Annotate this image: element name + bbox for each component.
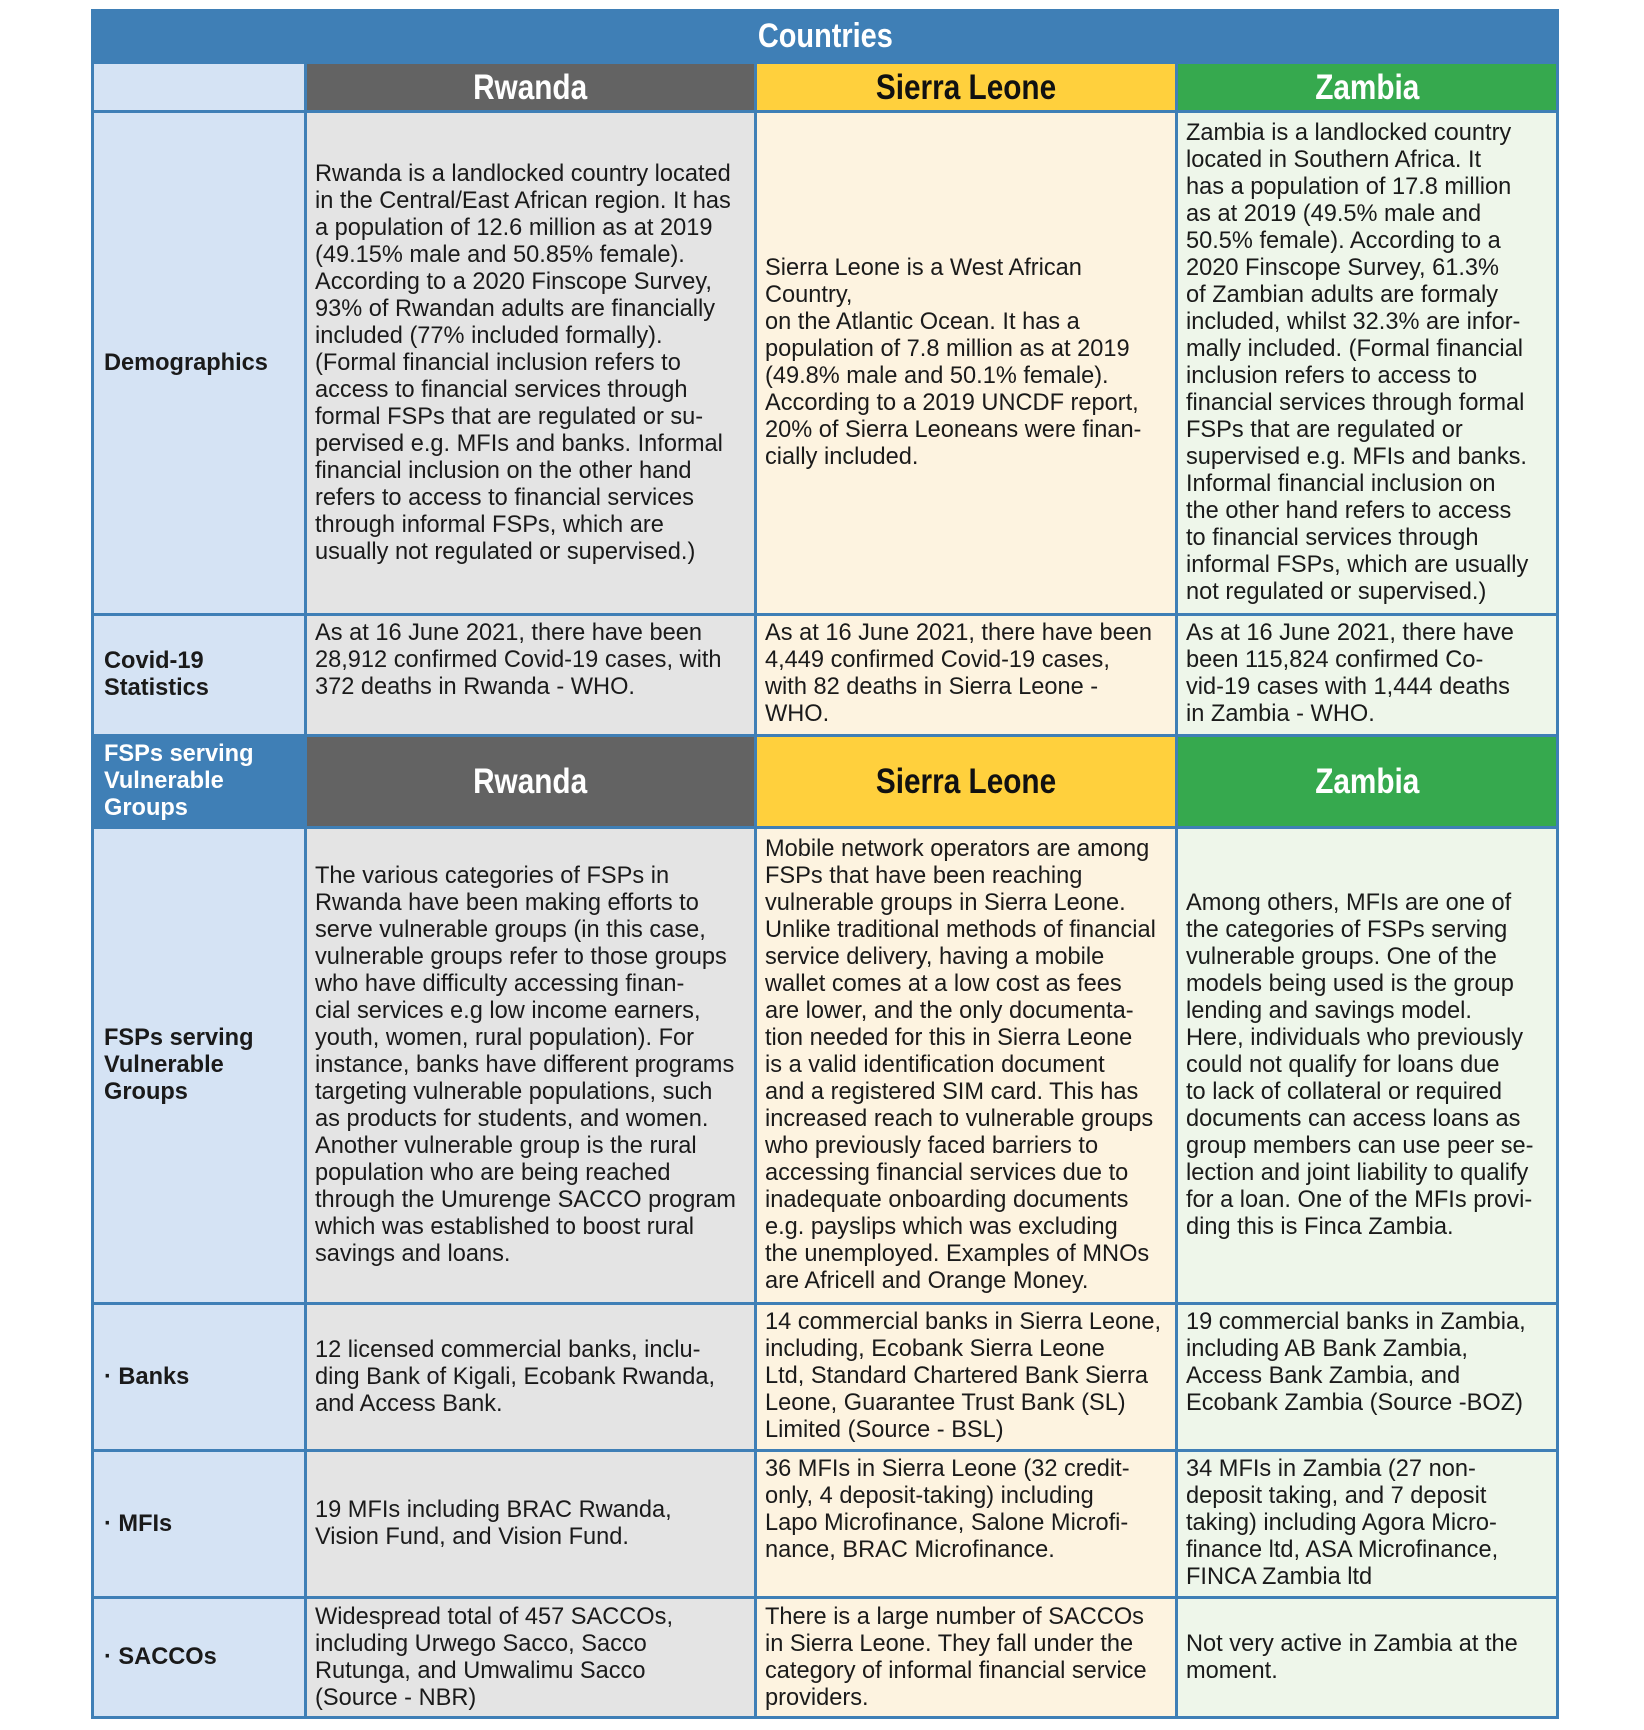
comparison-table-container (91, 9, 1556, 1719)
row-label-fsps: FSPs serving Vulnerable Groups (93, 828, 306, 1304)
mfis-zambia: 34 MFIs in Zambia (27 non- deposit taking, and 7 deposit taking) including Agora Micro- finance ltd, ASA Microfinance, FINCA Zambia ltd (1177, 1451, 1558, 1598)
table-row-covid (93, 615, 1558, 736)
mfis-rwanda: 19 MFIs including BRAC Rwanda, Vision Fund, and Vision Fund. (306, 1451, 756, 1598)
country-comparison-table (91, 9, 1559, 1719)
covid-sierra-leone: As at 16 June 2021, there have been 4,449 confirmed Covid-19 cases, with 82 deaths in Sierra Leone - WHO. (756, 615, 1177, 736)
table-row-demographics (93, 112, 1558, 615)
demographics-sierra-leone: Sierra Leone is a West African Country, on the Atlantic Ocean. It has a population of 7.8 million as at 2019 (49.8% male and 50.1% female). According to a 2019 UNCDF report, 20% of Sierra Leoneans were finan- cially included. (756, 112, 1177, 615)
table-row-saccos (93, 1598, 1558, 1718)
section-label-fsps: FSPs serving Vulnerable Groups (93, 736, 306, 828)
table-row-mfis (93, 1451, 1558, 1598)
row-label-saccos: · SACCOs (93, 1598, 306, 1718)
fsps-rwanda: The various categories of FSPs in Rwanda have been making efforts to serve vulnerable groups (in this case, vulnerable groups refer to those groups who have difficulty accessing finan- cial services e.g low income earners, youth, women, rural population). For instance, banks have different programs targeting vulnerable populations, such as products for students, and women. Another vulnerable group is the rural population who are being reached through the Umurenge SACCO program which was established to boost rural savings and loans. (306, 828, 756, 1304)
covid-rwanda: As at 16 June 2021, there have been 28,912 confirmed Covid-19 cases, with 372 deaths in Rwanda - WHO. (306, 615, 756, 736)
banks-zambia: 19 commercial banks in Zambia, including AB Bank Zambia, Access Bank Zambia, and Ecobank Zambia (Source -BOZ) (1177, 1304, 1558, 1451)
section-header-rwanda: Rwanda (306, 736, 756, 828)
section-header-zambia: Zambia (1177, 736, 1558, 828)
header-zambia: Zambia (1177, 63, 1558, 112)
title-row (93, 11, 1558, 63)
header-sierra-leone: Sierra Leone (756, 63, 1177, 112)
saccos-sierra-leone: There is a large number of SACCOs in Sierra Leone. They fall under the category of informal financial service providers. (756, 1598, 1177, 1718)
row-label-mfis: · MFIs (93, 1451, 306, 1598)
row-label-covid: Covid-19 Statistics (93, 615, 306, 736)
saccos-rwanda: Widespread total of 457 SACCOs, including Urwego Sacco, Sacco Rutunga, and Umwalimu Sacco (Source - NBR) (306, 1598, 756, 1718)
fsps-sierra-leone: Mobile network operators are among FSPs that have been reaching vulnerable groups in Sierra Leone. Unlike traditional methods of financial service delivery, having a mobile wallet comes at a low cost as fees are lower, and the only documenta- tion needed for this in Sierra Leone is a valid identification document and a registered SIM card. This has increased reach to vulnerable groups who previously faced barriers to accessing financial services due to inadequate onboarding documents e.g. payslips which was excluding the unemployed. Examples of MNOs are Africell and Orange Money. (756, 828, 1177, 1304)
saccos-zambia: Not very active in Zambia at the moment. (1177, 1598, 1558, 1718)
covid-zambia: As at 16 June 2021, there have been 115,824 confirmed Co- vid-19 cases with 1,444 deaths in Zambia - WHO. (1177, 615, 1558, 736)
table-title: Countries (93, 11, 1558, 63)
banks-sierra-leone: 14 commercial banks in Sierra Leone, including, Ecobank Sierra Leone Ltd, Standard Chartered Bank Sierra Leone, Guarantee Trust Bank (SL) Limited (Source - BSL) (756, 1304, 1177, 1451)
banks-rwanda: 12 licensed commercial banks, inclu- ding Bank of Kigali, Ecobank Rwanda, and Access Bank. (306, 1304, 756, 1451)
header-rwanda: Rwanda (306, 63, 756, 112)
demographics-zambia: Zambia is a landlocked country located in Southern Africa. It has a population of 17.8 million as at 2019 (49.5% male and 50.5% female). According to a 2020 Finscope Survey, 61.3% of Zambian adults are formaly included, whilst 32.3% are infor- mally included. (Formal financial inclusion refers to access to financial services through formal FSPs that are regulated or supervised e.g. MFIs and banks. Informal financial inclusion on the other hand refers to access to financial services through informal FSPs, which are usually not regulated or supervised.) (1177, 112, 1558, 615)
section-header-row (93, 736, 1558, 828)
table-row-banks (93, 1304, 1558, 1451)
fsps-zambia: Among others, MFIs are one of the categories of FSPs serving vulnerable groups. One of the models being used is the group lending and savings model. Here, individuals who previously could not qualify for loans due to lack of collateral or required documents can access loans as group members can use peer se- lection and joint liability to qualify for a loan. One of the MFIs provi- ding this is Finca Zambia. (1177, 828, 1558, 1304)
section-header-sierra-leone: Sierra Leone (756, 736, 1177, 828)
demographics-rwanda: Rwanda is a landlocked country located in the Central/East African region. It has a population of 12.6 million as at 2019 (49.15% male and 50.85% female). According to a 2020 Finscope Survey, 93% of Rwandan adults are financially included (77% included formally). (Formal financial inclusion refers to access to financial services through formal FSPs that are regulated or su- pervised e.g. MFIs and banks. Informal financial inclusion on the other hand refers to access to financial services through informal FSPs, which are usually not regulated or supervised.) (306, 112, 756, 615)
row-label-demographics: Demographics (93, 112, 306, 615)
row-label-banks: · Banks (93, 1304, 306, 1451)
mfis-sierra-leone: 36 MFIs in Sierra Leone (32 credit- only, 4 deposit-taking) including Lapo Microfinance, Salone Microfi- nance, BRAC Microfinance. (756, 1451, 1177, 1598)
header-corner-cell (93, 63, 306, 112)
country-header-row (93, 63, 1558, 112)
table-row-fsps (93, 828, 1558, 1304)
